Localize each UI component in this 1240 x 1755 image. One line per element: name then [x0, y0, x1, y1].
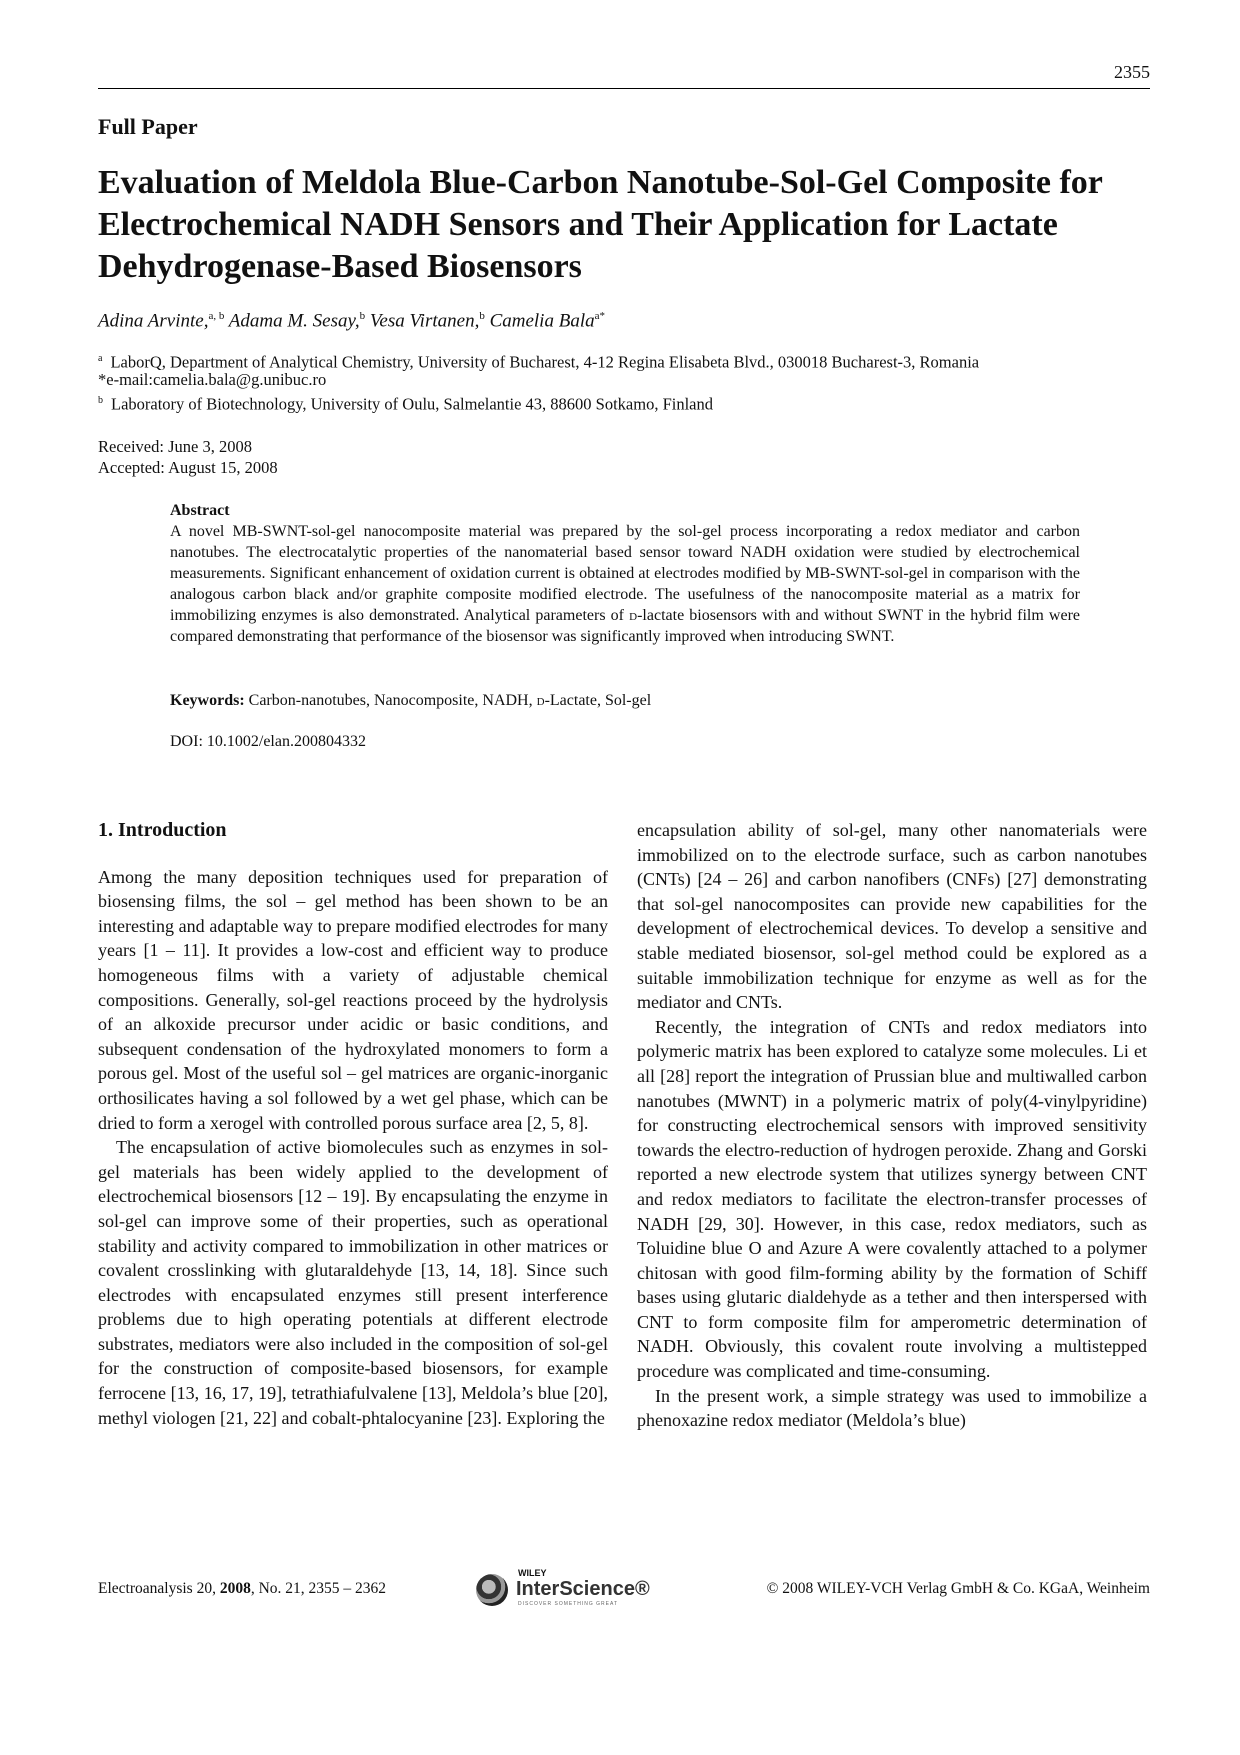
abstract-heading: Abstract	[170, 502, 230, 519]
author-affiliation-mark: a*	[594, 310, 605, 322]
paragraph: Recently, the integration of CNTs and redox mediators into polymeric matrix has been explored to catalyze some molecules. Li et all [28] report the integration of Prussian blue and multiwalled carbon nanotubes (MWNT) in a polymeric matrix of poly(4-vinylpyridine) for constructing electrochemical sensors with improved sensitivity towards the electro-reduction of hydrogen peroxide. Zhang and Gorski reported a new electrode system that utilizes synergy between CNT and redox mediators to facilitate the electron-transfer processes of NADH [29, 30]. However, in this case, redox mediators, such as Toluidine blue O and Azure A were covalently attached to a polymer chitosan with good film-forming ability by the formation of Schiff bases using glutaric dialdehyde as a tether and then interspersed with CNT to form composite film for amperometric determination of NADH. Obviously, this covalent route involving a multistepped procedure was complicated and time-consuming.	[637, 1016, 1147, 1382]
paragraph: Among the many deposition techniques used for preparation of biosensing films, the sol – gel method has been shown to be an interesting and adaptable way to prepare modified electrodes for many years [1 – 11]. It provides a low-cost and efficient way to produce homogeneous films with a variety of adjustable chemical compositions. Generally, sol-gel reactions proceed by the hydrolysis of an alkoxide precursor under acidic or basic conditions, and subsequent condensation of the hydroxylated monomers to form a porous gel. Most of the useful sol – gel matrices are organic-inorganic orthosilicates having a sol followed by a wet gel phase, which can be dried to form a xerogel with controlled porous surface area [2, 5, 8].	[98, 866, 608, 1133]
page-number: 2355	[1114, 62, 1150, 82]
abstract	[170, 500, 1080, 647]
keywords-label: Keywords:	[170, 692, 245, 709]
paragraph: In the present work, a simple strategy was used to immobilize a phenoxazine redox mediator (Meldola’s blue)	[637, 1385, 1147, 1431]
affiliation-b	[98, 390, 1158, 415]
left-column	[98, 818, 608, 1430]
accepted-date: Accepted: August 15, 2008	[98, 458, 278, 477]
affiliation-mark: b	[98, 395, 103, 406]
section-heading: 1. Introduction	[98, 819, 227, 841]
author-name: Vesa Virtanen,	[369, 310, 480, 332]
abstract-text: A novel MB-SWNT-sol-gel nanocomposite material was prepared by the sol-gel process incorporating a redox mediator and carbon nanotubes. The electrocatalytic properties of the nanomaterial based sensor toward NADH oxidation were studied by electrochemical measurements. Significant enhancement of oxidation current is obtained at electrodes modified by MB-SWNT-sol-gel in comparison with the analogous carbon black and/or graphite composite modified electrode. The usefulness of the nanocomposite material as a matrix for immobilizing enzymes is also demonstrated. Analytical parameters of d-lactate biosensors with and without SWNT in the hybrid film were compared demonstrating that performance of the biosensor was significantly improved when introducing SWNT.	[170, 523, 1080, 645]
header-rule	[98, 88, 1150, 89]
globe-icon	[476, 1574, 508, 1606]
journal-citation: Electroanalysis 20, 2008, No. 21, 2355 – 2362	[98, 1580, 387, 1597]
corresponding-email: *e-mail:camelia.bala@g.unibuc.ro	[98, 370, 327, 389]
keywords	[170, 692, 651, 710]
author-name: Adama M. Sesay,	[228, 310, 360, 332]
author-list	[98, 310, 605, 332]
affiliation-mark: a	[98, 353, 103, 364]
logo-publisher: WILEY	[518, 1568, 547, 1578]
logo-name: InterScience®	[516, 1578, 650, 1600]
article-dates	[98, 436, 278, 478]
paragraph: encapsulation ability of sol-gel, many other nanomaterials were immobilized on to the electrode surface, such as carbon nanotubes (CNTs) [24 – 26] and carbon nanofibers (CNFs) [27] demonstrating that sol-gel nanocomposites can provide new capabilities for the development of electrochemical devices. To develop a sensitive and stable mediated biosensor, sol-gel method could be explored as a suitable immobilization technique for enzyme as well as for the mediator and CNTs.	[637, 820, 1147, 1013]
author-affiliation-mark: a, b	[208, 310, 225, 322]
right-column	[637, 818, 1147, 1433]
affiliation-text: Laboratory of Biotechnology, University of Oulu, Salmelantie 43, 88600 Sotkamo, Finland	[111, 394, 714, 414]
affiliation-text: LaborQ, Department of Analytical Chemistry, University of Bucharest, 4-12 Regina Elisabeta Blvd., 030018 Bucharest-3, Romania	[110, 352, 980, 372]
copyright: © 2008 WILEY-VCH Verlag GmbH & Co. KGaA, Weinheim	[766, 1580, 1150, 1597]
logo-tagline: DISCOVER SOMETHING GREAT	[518, 1601, 619, 1607]
author-name: Adina Arvinte,	[98, 310, 209, 332]
interscience-logo	[476, 1568, 650, 1612]
author-affiliation-mark: b	[479, 310, 485, 322]
keywords-text: Carbon-nanotubes, Nanocomposite, NADH, d-Lactate, Sol-gel	[248, 692, 652, 709]
page-footer	[98, 1570, 1150, 1610]
paragraph: The encapsulation of active biomolecules such as enzymes in sol-gel materials has been widely applied to the development of electrochemical biosensors [12 – 19]. By encapsulating the enzyme in sol-gel can improve some of their properties, such as operational stability and activity compared to immobilization in other matrices or covalent crosslinking with glutaraldehyde [13, 14, 18]. Since such electrodes with encapsulated enzymes still present interference problems due to high operating potentials at different electrode substrates, mediators were also included in the composition of sol-gel for the construction of composite-based biosensors, for example ferrocene [13, 16, 17, 19], tetrathiafulvalene [13], Meldola’s blue [20], methyl viologen [21, 22] and cobalt-phtalocyanine [23]. Exploring the	[98, 1137, 608, 1428]
received-date: Received: June 3, 2008	[98, 437, 252, 456]
paper-title: Evaluation of Meldola Blue-Carbon Nanotube-Sol-Gel Composite for Electrochemical NADH Sensors and Their Application for Lactate Dehydrogenase-Based Biosensors	[98, 164, 1103, 285]
author-affiliation-mark: b	[359, 310, 366, 322]
author-name: Camelia Bala	[489, 310, 595, 332]
doi: DOI: 10.1002/elan.200804332	[170, 733, 366, 750]
section-label: Full Paper	[98, 114, 198, 139]
